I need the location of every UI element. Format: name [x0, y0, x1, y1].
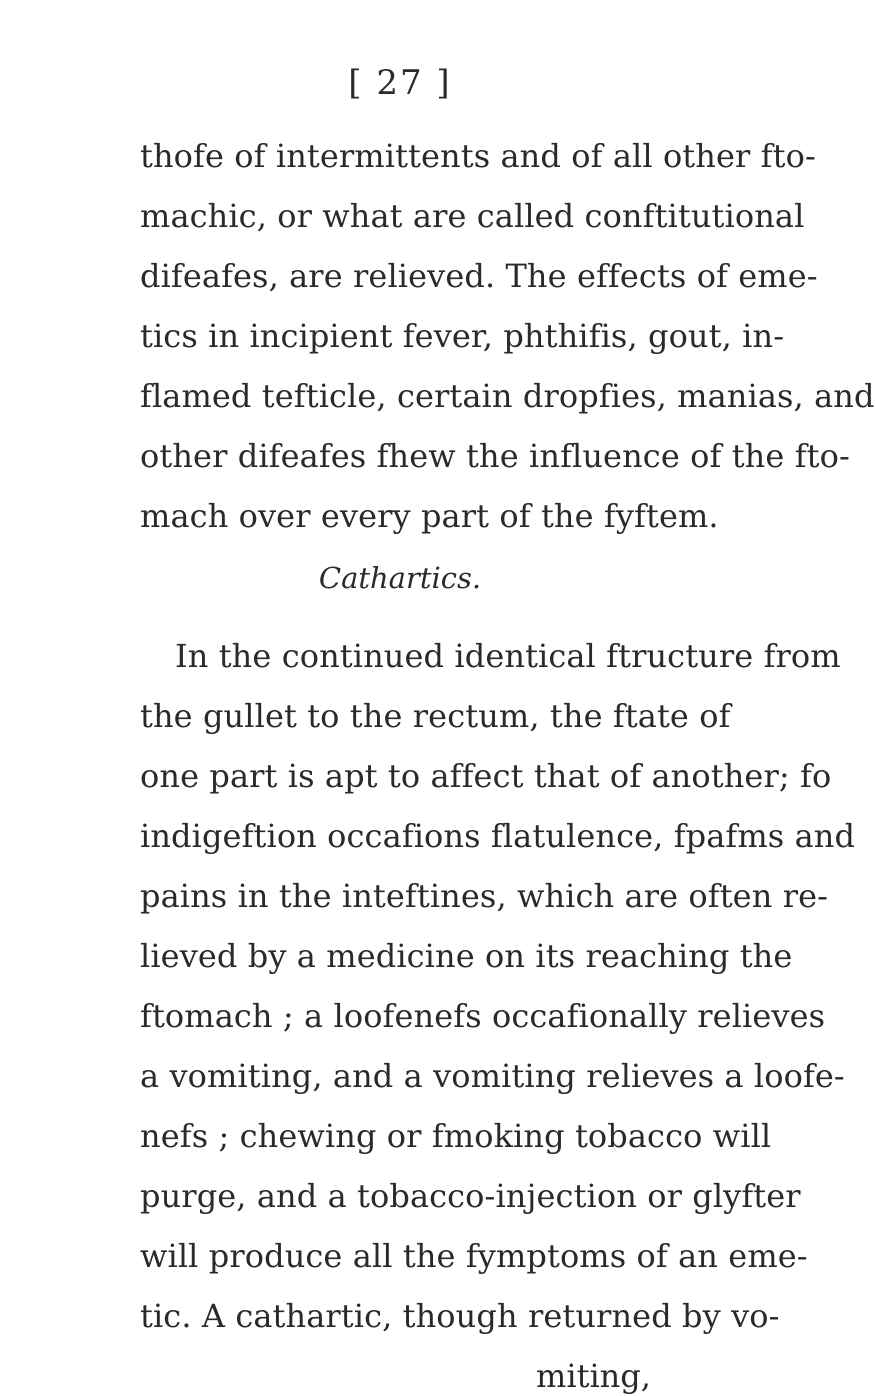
- text-line: a vomiting, and a vomiting relieves a loofe-: [140, 1057, 845, 1095]
- text-line: difeafes, are relieved. The effects of eme-: [140, 257, 818, 295]
- text-line: mach over every part of the fyftem.: [140, 497, 719, 535]
- catchword: miting,: [536, 1357, 651, 1395]
- text-line: thofe of intermittents and of all other fto-: [140, 137, 816, 175]
- text-line: the gullet to the rectum, the ftate of: [140, 697, 731, 735]
- text-line: pains in the inteftines, which are often re-: [140, 877, 829, 915]
- text-line: purge, and a tobacco-injection or glyfter: [140, 1177, 801, 1215]
- text-line: In the continued identical ftructure from: [175, 637, 841, 675]
- text-line: other difeafes fhew the influence of the fto-: [140, 437, 850, 475]
- section-heading-cathartics: Cathartics.: [318, 561, 482, 595]
- text-line: machic, or what are called conftitutional: [140, 197, 805, 235]
- text-line: lieved by a medicine on its reaching the: [140, 937, 793, 975]
- text-line: will produce all the fymptoms of an eme-: [140, 1237, 808, 1275]
- page-number-header: [ 27 ]: [348, 63, 452, 103]
- text-line: nefs ; chewing or fmoking tobacco will: [140, 1117, 772, 1155]
- text-line: one part is apt to affect that of another; fo: [140, 757, 832, 795]
- text-line: tics in incipient fever, phthifis, gout, in-: [140, 317, 785, 355]
- text-line: tic. A cathartic, though returned by vo-: [140, 1297, 780, 1335]
- text-line: flamed tefticle, certain dropfies, manias, and: [140, 377, 875, 415]
- text-line: ftomach ; a loofenefs occafionally relieves: [140, 997, 826, 1035]
- text-line: indigeftion occafions flatulence, fpafms and: [140, 817, 856, 855]
